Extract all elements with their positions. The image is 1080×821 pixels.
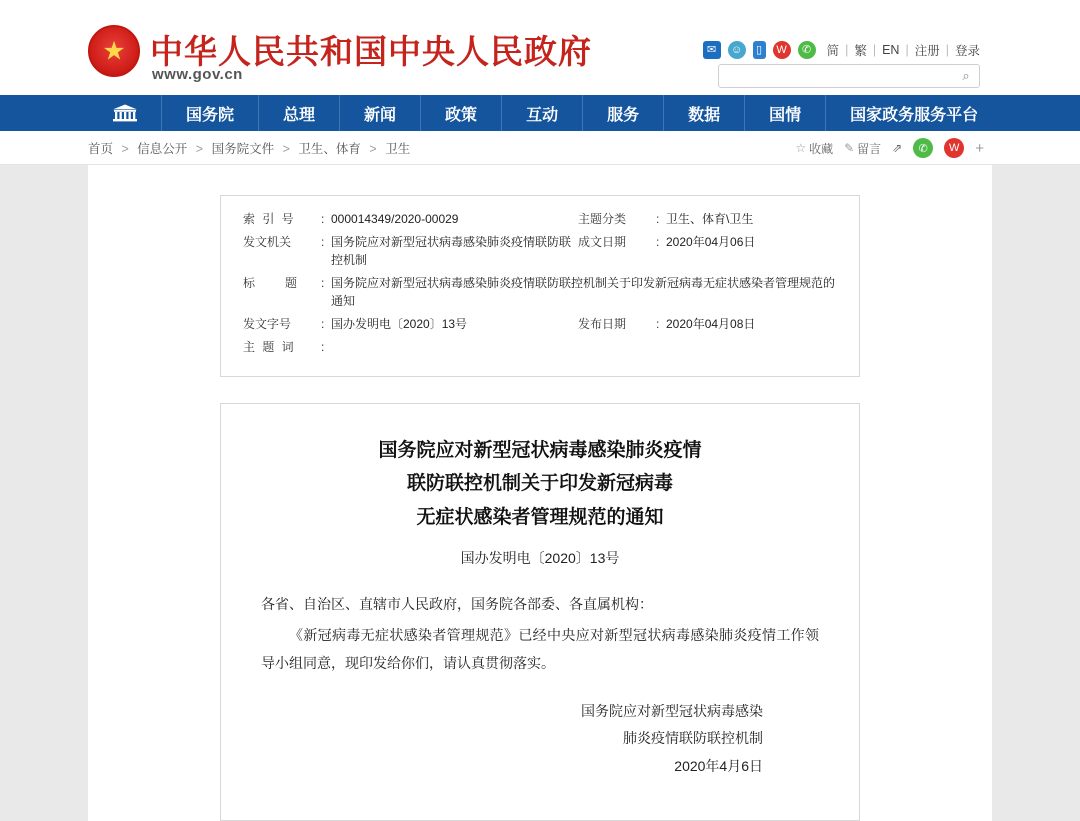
- site-url: www.gov.cn: [152, 66, 243, 83]
- document-body: [220, 403, 860, 821]
- nav-home-button[interactable]: [88, 95, 162, 131]
- share-icon[interactable]: ⇗: [892, 141, 903, 155]
- article-paper: [88, 165, 992, 821]
- meta-row: 主 题 词 :: [243, 338, 837, 357]
- meta-value-issuer: 国务院应对新型冠状病毒感染肺炎疫情联防联控机制: [331, 234, 572, 268]
- document-number: 国办发明电〔2020〕13号: [460, 549, 620, 566]
- meta-value-subject: 国务院应对新型冠状病毒感染肺炎疫情联防联控机制关于印发新冠病毒无症状感染者管理规范的通知: [331, 275, 836, 309]
- meta-value-publish-date: 2020年04月08日: [666, 316, 756, 331]
- nav-item-guoqing[interactable]: 国情: [745, 95, 826, 131]
- login-link[interactable]: 登录: [954, 44, 980, 58]
- meta-label-issuer: 发文机关: [243, 234, 292, 249]
- lang-simplified-link[interactable]: 简: [826, 44, 840, 58]
- main-nav: [0, 95, 1080, 131]
- meta-row: 标 题 : 国务院应对新型冠状病毒感染肺炎疫情联防联控机制关于印发新冠病毒无症状感染者管理规范的通知: [243, 274, 837, 311]
- nav-item-shuju[interactable]: 数据: [664, 95, 745, 131]
- breadcrumb-item-health[interactable]: 卫生: [385, 141, 411, 156]
- signature-line-2: 肺炎疫情联防联控机制: [623, 730, 763, 747]
- meta-label-docno: 发文字号: [243, 316, 292, 331]
- search-icon[interactable]: ⌕: [962, 68, 970, 83]
- document-meta-table: [220, 195, 860, 377]
- national-emblem-icon: ★: [88, 25, 140, 77]
- message-button[interactable]: [844, 140, 881, 157]
- meta-label-index: 索 引 号: [243, 212, 296, 226]
- meta-label-keyword: 主 题 词: [243, 339, 296, 354]
- top-links: 简 | 繁 | EN | 注册 | 登录: [826, 43, 980, 58]
- breadcrumb: 首页 > 信息公开 > 国务院文件 > 卫生、体育 > 卫生: [88, 141, 411, 156]
- lang-traditional-link[interactable]: 繁: [854, 44, 867, 58]
- document-signature: [261, 698, 819, 780]
- meta-value-written-date: 2020年04月06日: [666, 234, 756, 249]
- lang-english-link[interactable]: EN: [882, 43, 900, 57]
- gov-building-icon: [110, 103, 140, 123]
- nav-item-guowuyuan[interactable]: 国务院: [162, 95, 259, 131]
- meta-row: 索 引 号 : 000014349/2020-00029 主题分类 : 卫生、体育\卫生: [243, 210, 837, 229]
- breadcrumb-item-docs[interactable]: 国务院文件: [211, 141, 275, 156]
- weibo-icon[interactable]: W: [944, 138, 964, 158]
- wechat-icon[interactable]: ✆: [798, 41, 816, 59]
- meta-value-keyword: [331, 338, 837, 357]
- meta-label-publish-date: 发布日期: [578, 316, 627, 331]
- breadcrumb-item-health-sports[interactable]: 卫生、体育: [298, 141, 361, 156]
- globe-icon[interactable]: ☺: [728, 41, 746, 59]
- nav-item-zhengce[interactable]: 政策: [421, 95, 502, 131]
- wechat-icon[interactable]: ✆: [913, 138, 933, 158]
- article-actions: [795, 131, 984, 165]
- breadcrumb-bar: [0, 131, 1080, 165]
- favorite-button[interactable]: [795, 140, 833, 157]
- document-title: [261, 434, 819, 534]
- search-input[interactable]: [719, 65, 947, 87]
- pencil-icon: ✎: [844, 141, 855, 155]
- document-title-line-3: 无症状感染者管理规范的通知: [416, 505, 664, 528]
- meta-row: 发文机关 : 国务院应对新型冠状病毒感染肺炎疫情联防联控机制 成文日期 : 2020年04月06日: [243, 233, 837, 270]
- site-title: 中华人民共和国中央人民政府: [150, 32, 592, 71]
- meta-label-category: 主题分类: [578, 212, 627, 226]
- plus-icon[interactable]: +: [975, 139, 984, 157]
- star-icon: ☆: [795, 141, 807, 155]
- search-box[interactable]: [718, 64, 980, 88]
- page-content: [0, 165, 1080, 774]
- mail-icon[interactable]: ✉: [703, 41, 721, 59]
- document-salutation: 各省、自治区、直辖市人民政府，国务院各部委、各直属机构：: [261, 595, 653, 612]
- breadcrumb-item-home[interactable]: 首页: [88, 141, 114, 156]
- meta-value-docno: 国办发明电〔2020〕13号: [331, 316, 468, 331]
- signature-date: 2020年4月6日: [674, 757, 763, 774]
- nav-item-hudong[interactable]: 互动: [502, 95, 583, 131]
- register-link[interactable]: 注册: [914, 44, 940, 58]
- mobile-icon[interactable]: ▯: [753, 41, 766, 59]
- signature-line-1: 国务院应对新型冠状病毒感染: [581, 702, 763, 719]
- meta-value-category: 卫生、体育\卫生: [666, 212, 754, 226]
- document-title-line-2: 联防联控机制关于印发新冠病毒: [406, 472, 673, 495]
- message-label: 留言: [857, 141, 882, 156]
- meta-row: 发文字号 : 国办发明电〔2020〕13号 发布日期 : 2020年04月08日: [243, 315, 837, 334]
- nav-item-fuwu[interactable]: 服务: [583, 95, 664, 131]
- favorite-label: 收藏: [809, 141, 834, 156]
- weibo-icon[interactable]: W: [773, 41, 791, 59]
- nav-item-xinwen[interactable]: 新闻: [340, 95, 421, 131]
- topbar-icons: [703, 41, 980, 59]
- meta-label-written-date: 成文日期: [578, 234, 627, 249]
- meta-label-subject: 标 题: [243, 275, 300, 290]
- breadcrumb-item-info[interactable]: 信息公开: [137, 141, 188, 156]
- nav-item-zongli[interactable]: 总理: [259, 95, 340, 131]
- meta-value-index: 000014349/2020-00029: [331, 212, 459, 226]
- document-title-line-1: 国务院应对新型冠状病毒感染肺炎疫情: [378, 439, 702, 462]
- site-header: [0, 0, 1080, 95]
- nav-item-zhengwu-platform[interactable]: 国家政务服务平台: [850, 106, 979, 124]
- document-paragraph: 《新冠病毒无症状感染者管理规范》已经中央应对新型冠状病毒感染肺炎疫情工作领导小组同意，现印发给你们，请认真贯彻落实。: [261, 626, 819, 672]
